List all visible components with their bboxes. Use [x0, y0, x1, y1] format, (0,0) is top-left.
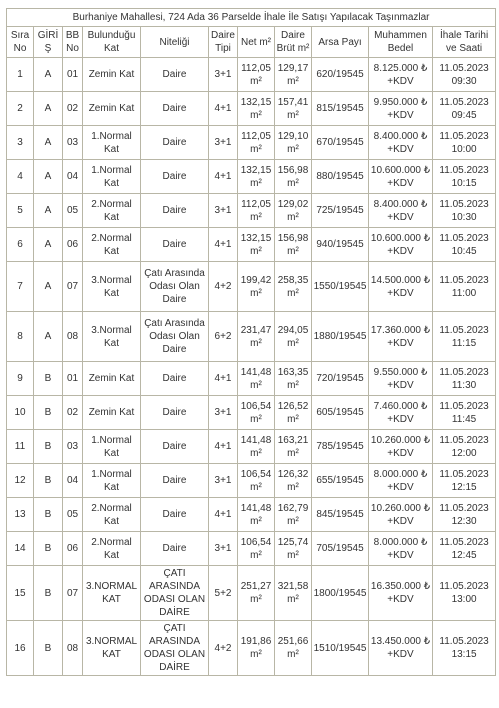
header-line: ve Saati	[446, 43, 483, 54]
header-line: İhale Tarihi	[439, 30, 489, 41]
cell-giris: A	[34, 312, 63, 362]
cell-kat: 3.Normal Kat	[83, 262, 141, 312]
cell-nitelik: Daire	[141, 92, 209, 126]
cell-giris: B	[34, 430, 63, 464]
cell-muhammen-bedel: 16.350.000 ₺+KDV	[369, 566, 433, 621]
table-title: Burhaniye Mahallesi, 724 Ada 36 Parselde İhale İle Satışı Yapılacak Taşınmazlar	[7, 9, 496, 27]
cell-arsa-payi: 605/19545	[312, 396, 369, 430]
cell-ihale-tarihi: 11.05.2023 13:00	[433, 566, 496, 621]
cell-nitelik: Daire	[141, 362, 209, 396]
cell-nitelik: Daire	[141, 464, 209, 498]
cell-sira-no: 4	[7, 160, 34, 194]
cell-kat: 3.NORMAL KAT	[83, 566, 141, 621]
cell-giris: B	[34, 566, 63, 621]
cell-kat: 1.Normal Kat	[83, 430, 141, 464]
cell-bb-no: 07	[63, 262, 83, 312]
cell-sira-no: 2	[7, 92, 34, 126]
cell-ihale-tarihi: 11.05.2023 12:15	[433, 464, 496, 498]
cell-arsa-payi: 940/19545	[312, 228, 369, 262]
cell-daire-tipi: 4+1	[209, 228, 238, 262]
cell-net-m2: 141,48 m²	[238, 362, 275, 396]
cell-net-m2: 112,05 m²	[238, 194, 275, 228]
table-row	[7, 532, 496, 566]
cell-bb-no: 07	[63, 566, 83, 621]
cell-giris: A	[34, 228, 63, 262]
table-row	[7, 430, 496, 464]
cell-daire-tipi: 3+1	[209, 126, 238, 160]
cell-bb-no: 08	[63, 312, 83, 362]
cell-nitelik: Daire	[141, 194, 209, 228]
cell-sira-no: 16	[7, 621, 34, 676]
table-row	[7, 228, 496, 262]
cell-net-m2: 141,48 m²	[238, 430, 275, 464]
cell-bb-no: 02	[63, 396, 83, 430]
cell-ihale-tarihi: 11.05.2023 11:00	[433, 262, 496, 312]
cell-sira-no: 9	[7, 362, 34, 396]
cell-ihale-tarihi: 11.05.2023 09:45	[433, 92, 496, 126]
table-row	[7, 498, 496, 532]
cell-arsa-payi: 655/19545	[312, 464, 369, 498]
header-line: Bulunduğu	[87, 30, 136, 41]
cell-kat: Zemin Kat	[83, 362, 141, 396]
cell-daire-tipi: 6+2	[209, 312, 238, 362]
cell-ihale-tarihi: 11.05.2023 12:30	[433, 498, 496, 532]
cell-daire-tipi: 4+1	[209, 430, 238, 464]
cell-net-m2: 132,15 m²	[238, 92, 275, 126]
cell-kat: 2.Normal Kat	[83, 194, 141, 228]
cell-arsa-payi: 1510/19545	[312, 621, 369, 676]
cell-giris: A	[34, 160, 63, 194]
cell-daire-tipi: 4+2	[209, 262, 238, 312]
cell-sira-no: 11	[7, 430, 34, 464]
cell-net-m2: 106,54 m²	[238, 464, 275, 498]
header-line: Arsa Payı	[318, 36, 362, 48]
cell-net-m2: 231,47 m²	[238, 312, 275, 362]
cell-arsa-payi: 1800/19545	[312, 566, 369, 621]
cell-ihale-tarihi: 11.05.2023 10:30	[433, 194, 496, 228]
cell-kat: Zemin Kat	[83, 58, 141, 92]
cell-giris: B	[34, 621, 63, 676]
table-row	[7, 464, 496, 498]
cell-muhammen-bedel: 8.125.000 ₺ +KDV	[369, 58, 433, 92]
cell-sira-no: 10	[7, 396, 34, 430]
table-row	[7, 160, 496, 194]
header-line: Niteliği	[159, 36, 190, 48]
header-line: Tipi	[215, 43, 231, 54]
cell-net-m2: 191,86 m²	[238, 621, 275, 676]
cell-bb-no: 02	[63, 92, 83, 126]
cell-daire-tipi: 4+1	[209, 160, 238, 194]
cell-muhammen-bedel: 9.550.000 ₺ +KDV	[369, 362, 433, 396]
cell-muhammen-bedel: 17.360.000 ₺+KDV	[369, 312, 433, 362]
cell-arsa-payi: 705/19545	[312, 532, 369, 566]
cell-sira-no: 15	[7, 566, 34, 621]
cell-net-m2: 112,05 m²	[238, 126, 275, 160]
table-row	[7, 312, 496, 362]
cell-arsa-payi: 620/19545	[312, 58, 369, 92]
cell-daire-tipi: 4+1	[209, 362, 238, 396]
cell-giris: B	[34, 498, 63, 532]
cell-sira-no: 14	[7, 532, 34, 566]
cell-net-m2: 141,48 m²	[238, 498, 275, 532]
cell-nitelik: Daire	[141, 430, 209, 464]
table-row	[7, 621, 496, 676]
cell-bb-no: 05	[63, 194, 83, 228]
cell-brut-m2: 129,17 m²	[275, 58, 312, 92]
cell-muhammen-bedel: 9.950.000 ₺ +KDV	[369, 92, 433, 126]
cell-daire-tipi: 3+1	[209, 464, 238, 498]
header-row	[7, 27, 496, 58]
property-table	[6, 8, 496, 676]
cell-bb-no: 06	[63, 228, 83, 262]
cell-ihale-tarihi: 11.05.2023 11:30	[433, 362, 496, 396]
header-line: No	[66, 43, 79, 54]
cell-brut-m2: 294,05 m²	[275, 312, 312, 362]
cell-arsa-payi: 785/19545	[312, 430, 369, 464]
cell-ihale-tarihi: 11.05.2023 12:00	[433, 430, 496, 464]
cell-nitelik: Daire	[141, 160, 209, 194]
cell-muhammen-bedel: 8.000.000 ₺ +KDV	[369, 464, 433, 498]
cell-giris: B	[34, 396, 63, 430]
cell-brut-m2: 163,21 m²	[275, 430, 312, 464]
cell-bb-no: 01	[63, 58, 83, 92]
cell-brut-m2: 126,52 m²	[275, 396, 312, 430]
cell-daire-tipi: 4+1	[209, 498, 238, 532]
cell-brut-m2: 157,41 m²	[275, 92, 312, 126]
cell-ihale-tarihi: 11.05.2023 11:15	[433, 312, 496, 362]
cell-brut-m2: 251,66 m²	[275, 621, 312, 676]
header-line: No	[13, 43, 27, 54]
header-line: Kat	[103, 43, 119, 54]
cell-kat: 2.Normal Kat	[83, 228, 141, 262]
cell-nitelik: Daire	[141, 228, 209, 262]
cell-daire-tipi: 3+1	[209, 532, 238, 566]
cell-daire-tipi: 4+1	[209, 92, 238, 126]
cell-giris: A	[34, 92, 63, 126]
cell-arsa-payi: 815/19545	[312, 92, 369, 126]
table-row	[7, 362, 496, 396]
cell-kat: 1.Normal Kat	[83, 160, 141, 194]
cell-muhammen-bedel: 8.000.000 ₺ +KDV	[369, 532, 433, 566]
cell-sira-no: 6	[7, 228, 34, 262]
cell-bb-no: 08	[63, 621, 83, 676]
cell-nitelik: Çatı Arasında Odası Olan Daire	[141, 312, 209, 362]
cell-bb-no: 03	[63, 126, 83, 160]
header-muhammen-bedel	[369, 27, 433, 58]
header-line: Brüt m²	[276, 43, 310, 54]
cell-brut-m2: 258,35 m²	[275, 262, 312, 312]
header-sira-no	[7, 27, 34, 58]
cell-ihale-tarihi: 11.05.2023 11:45	[433, 396, 496, 430]
header-daire-tipi	[209, 27, 238, 58]
cell-bb-no: 03	[63, 430, 83, 464]
cell-ihale-tarihi: 11.05.2023 12:45	[433, 532, 496, 566]
cell-muhammen-bedel: 7.460.000 ₺ +KDV	[369, 396, 433, 430]
cell-brut-m2: 156,98 m²	[275, 160, 312, 194]
cell-bb-no: 06	[63, 532, 83, 566]
cell-sira-no: 5	[7, 194, 34, 228]
cell-sira-no: 12	[7, 464, 34, 498]
cell-muhammen-bedel: 13.450.000 ₺+KDV	[369, 621, 433, 676]
cell-net-m2: 106,54 m²	[238, 532, 275, 566]
header-line: Muhammen	[374, 30, 427, 41]
cell-kat: 1.Normal Kat	[83, 464, 141, 498]
header-bb-no	[63, 27, 83, 58]
cell-bb-no: 01	[63, 362, 83, 396]
cell-brut-m2: 129,02 m²	[275, 194, 312, 228]
cell-brut-m2: 321,58 m²	[275, 566, 312, 621]
header-kat	[83, 27, 141, 58]
cell-nitelik: Daire	[141, 396, 209, 430]
cell-daire-tipi: 5+2	[209, 566, 238, 621]
cell-sira-no: 3	[7, 126, 34, 160]
cell-bb-no: 04	[63, 160, 83, 194]
cell-giris: A	[34, 194, 63, 228]
cell-nitelik: Daire	[141, 498, 209, 532]
cell-muhammen-bedel: 14.500.000 ₺+KDV	[369, 262, 433, 312]
cell-ihale-tarihi: 11.05.2023 10:00	[433, 126, 496, 160]
cell-muhammen-bedel: 8.400.000 ₺ +KDV	[369, 126, 433, 160]
header-line: Daire	[211, 30, 235, 41]
header-line: Bedel	[387, 43, 414, 54]
cell-net-m2: 251,27 m²	[238, 566, 275, 621]
table-row	[7, 262, 496, 312]
cell-nitelik: Daire	[141, 532, 209, 566]
header-line: Daire	[281, 30, 305, 41]
header-line: BB	[65, 30, 80, 41]
cell-nitelik: ÇATI ARASINDA ODASI OLAN DAİRE	[141, 566, 209, 621]
table-row	[7, 396, 496, 430]
cell-daire-tipi: 3+1	[209, 396, 238, 430]
cell-kat: Zemin Kat	[83, 396, 141, 430]
cell-sira-no: 7	[7, 262, 34, 312]
cell-brut-m2: 129,10 m²	[275, 126, 312, 160]
header-ihale-tarihi	[433, 27, 496, 58]
cell-daire-tipi: 4+2	[209, 621, 238, 676]
cell-nitelik: Daire	[141, 58, 209, 92]
cell-kat: 2.Normal Kat	[83, 498, 141, 532]
cell-muhammen-bedel: 10.260.000 ₺+KDV	[369, 430, 433, 464]
cell-brut-m2: 156,98 m²	[275, 228, 312, 262]
cell-sira-no: 8	[7, 312, 34, 362]
cell-arsa-payi: 1880/19545	[312, 312, 369, 362]
cell-daire-tipi: 3+1	[209, 194, 238, 228]
cell-muhammen-bedel: 10.600.000 ₺+KDV	[369, 160, 433, 194]
cell-giris: A	[34, 262, 63, 312]
cell-kat: 2.Normal Kat	[83, 532, 141, 566]
cell-arsa-payi: 670/19545	[312, 126, 369, 160]
header-nitelik	[141, 27, 209, 58]
cell-muhammen-bedel: 10.600.000 ₺+KDV	[369, 228, 433, 262]
cell-kat: Zemin Kat	[83, 92, 141, 126]
cell-kat: 3.Normal Kat	[83, 312, 141, 362]
cell-nitelik: ÇATI ARASINDA ODASI OLAN DAİRE	[141, 621, 209, 676]
cell-nitelik: Çatı Arasında Odası Olan Daire	[141, 262, 209, 312]
header-brut-m2	[275, 27, 312, 58]
cell-net-m2: 199,42 m²	[238, 262, 275, 312]
cell-arsa-payi: 720/19545	[312, 362, 369, 396]
cell-ihale-tarihi: 11.05.2023 13:15	[433, 621, 496, 676]
cell-brut-m2: 163,35 m²	[275, 362, 312, 396]
table-row	[7, 126, 496, 160]
cell-arsa-payi: 725/19545	[312, 194, 369, 228]
header-net-m2	[238, 27, 275, 58]
cell-arsa-payi: 880/19545	[312, 160, 369, 194]
cell-giris: A	[34, 126, 63, 160]
table-row	[7, 566, 496, 621]
document	[6, 8, 495, 676]
cell-sira-no: 1	[7, 58, 34, 92]
cell-giris: A	[34, 58, 63, 92]
cell-brut-m2: 126,32 m²	[275, 464, 312, 498]
cell-kat: 3.NORMAL KAT	[83, 621, 141, 676]
cell-ihale-tarihi: 11.05.2023 10:15	[433, 160, 496, 194]
cell-arsa-payi: 1550/19545	[312, 262, 369, 312]
cell-daire-tipi: 3+1	[209, 58, 238, 92]
cell-ihale-tarihi: 11.05.2023 10:45	[433, 228, 496, 262]
cell-sira-no: 13	[7, 498, 34, 532]
header-line: GİRİŞ	[37, 30, 59, 54]
table-row	[7, 58, 496, 92]
cell-ihale-tarihi: 11.05.2023 09:30	[433, 58, 496, 92]
cell-giris: B	[34, 532, 63, 566]
table-row	[7, 194, 496, 228]
cell-net-m2: 132,15 m²	[238, 228, 275, 262]
table-body	[7, 58, 496, 676]
header-line: Net m²	[241, 36, 271, 48]
cell-net-m2: 106,54 m²	[238, 396, 275, 430]
cell-bb-no: 04	[63, 464, 83, 498]
cell-brut-m2: 125,74 m²	[275, 532, 312, 566]
cell-muhammen-bedel: 10.260.000 ₺+KDV	[369, 498, 433, 532]
cell-brut-m2: 162,79 m²	[275, 498, 312, 532]
cell-arsa-payi: 845/19545	[312, 498, 369, 532]
cell-giris: B	[34, 362, 63, 396]
table-row	[7, 92, 496, 126]
cell-muhammen-bedel: 8.400.000 ₺ +KDV	[369, 194, 433, 228]
cell-net-m2: 132,15 m²	[238, 160, 275, 194]
cell-nitelik: Daire	[141, 126, 209, 160]
cell-giris: B	[34, 464, 63, 498]
cell-net-m2: 112,05 m²	[238, 58, 275, 92]
header-arsa-payi	[312, 27, 369, 58]
cell-bb-no: 05	[63, 498, 83, 532]
cell-kat: 1.Normal Kat	[83, 126, 141, 160]
header-giris	[34, 27, 63, 58]
header-line: Sıra	[10, 30, 30, 41]
